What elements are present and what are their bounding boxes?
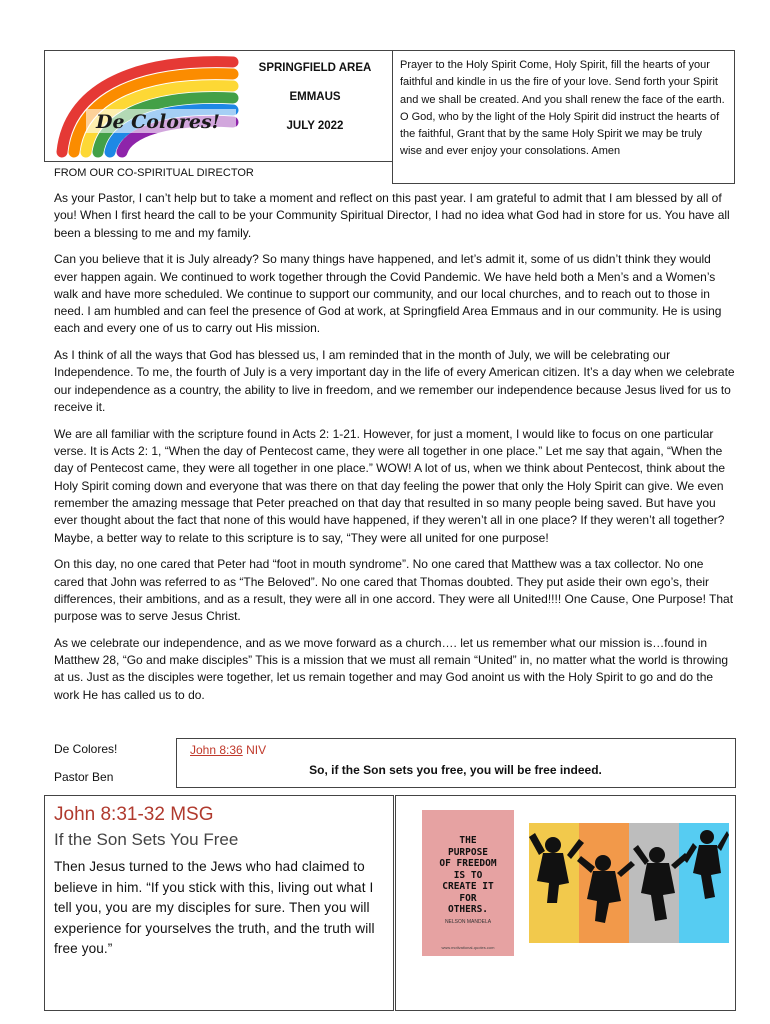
msg-subtitle: If the Son Sets You Free [54,830,239,849]
closing-salutation: De Colores! [54,742,118,756]
verse-reference-link[interactable]: John 8:36 [190,743,243,757]
letter-body [54,190,736,713]
masthead [250,62,380,149]
poster-line: IS TO [453,869,483,881]
paragraph: As your Pastor, I can’t help but to take a moment and reflect on this past year. I am grateful to admit that I am blessed by all of you! When I first heard the call to be your Community Spiritual Director, I had no idea what God had in store for us. You have all been a blessing to me and my family. [54,191,730,240]
paragraph: As I think of all the ways that God has blessed us, I am reminded that in the month of July, we will be celebrating our Independence. To me, the fourth of July is a very important day in the life of every American citizen. It’s a day when we celebrate our independence as a country, the ability to live in freedom, and we remember our independence because Jesus lived for us to receive it. [54,348,735,415]
paragraph: As we celebrate our independence, and as we move forward as a church…. let us remember what our mission is…found in Matthew 28, “Go and make disciples” This is a mission that we must all remain “United” in, no matter what the world is throwing at us. Just as the disciples were together, let us remain together and may God anoint us with the Holy Spirit to go and do the work He has called us to do. [54,635,729,702]
prayer-text: Prayer to the Holy Spirit Come, Holy Spirit, fill the hearts of your faithful and kindle in us the fire of your love. Send forth your Spirit and we shall be created. And you shall renew the face of the earth. O God, who by the light of the Holy Spirit did instruct the hearts of the faithful, Grant that by the same Holy Spirit we may be truly wise and ever enjoy your consolations. Amen [400,59,725,158]
verse-reference [190,743,266,757]
org-line-2: EMMAUS [289,91,341,103]
paragraph: We are all familiar with the scripture found in Acts 2: 1-21. However, for just a moment, I would like to focus on one particular verse. It is Acts 2: 1, “When the day of Pentecost came, they were all together in one place.” Let me say that again, “When the day of Pentecost came, they were all together in one place.” WOW! A lot of us, when we think about Pentecost, think about the Holy Spirit coming down and everyone that was there on that day feeling the power that only the Holy Spirit can give. We even remember the amazing message that Peter preached on that day that resulted in so many people being saved. But have you ever thought about the fact that none of this would have happened, if they weren’t all in one place? If they weren’t all together? Maybe, a better way to relate to this scripture is to say, “They were all united for one purpose! [54,426,726,545]
prayer-box [392,50,735,184]
jumping-people-illustration [529,823,729,943]
verse-translation: NIV [246,743,267,757]
closing-signature: Pastor Ben [54,770,114,784]
poster-footer: www.motivational-quotes.com [441,945,495,950]
poster-line: PURPOSE [447,846,489,858]
verse-text: So, if the Son sets you free, you will be free indeed. [309,763,602,777]
logo-text: De Colores! [96,111,221,133]
org-line-1: SPRINGFIELD AREA [258,62,372,74]
poster-quote [422,835,514,916]
paragraph: Can you believe that it is July already? So many things have happened, and let’s admit it, some of us didn’t think they would ever happen again. We continued to work together through the Covid Pandemic. We have held both a Men’s and a Women’s walk and have more scheduled. We continue to support our community, and our local churches, and to reach out to those in need. I am humbled and can feel the presence of God at work, at Springfield Area Emmaus and in our community. He is using each and every one of us to carry out His mission. [54,252,722,336]
poster-author: NELSON MANDELA [444,918,492,925]
image-box [395,795,736,1011]
msg-box [44,795,394,1011]
msg-text: Then Jesus turned to the Jews who had claimed to believe in him. “If you stick with this, living out what I tell you, you are my disciples for sure. Then you will experience for yourselves the truth, and the truth will free you.” [54,859,375,957]
section-label: FROM OUR CO-SPIRITUAL DIRECTOR [54,167,254,179]
msg-title: John 8:31-32 MSG [54,804,214,825]
poster-line: CREATE IT [442,881,494,892]
poster-line: OF FREEDOM [439,858,497,869]
freedom-poster [422,810,514,956]
verse-box [176,738,736,788]
rainbow-logo [48,52,248,160]
poster-line: FOR [459,892,477,904]
issue-date: JULY 2022 [286,120,344,132]
paragraph: On this day, no one cared that Peter had “foot in mouth syndrome”. No one cared that Matthew was a tax collector. No one cared that John was referred to as “The Beloved”. No one cared that Thomas doubted. They put aside their own ego’s, their differences, their ambitions, and as a result, they were all in one accord. They were all United!!!! One Cause, One Purpose! That purpose was to serve Jesus Christ. [54,557,734,624]
poster-line: THE [459,835,477,846]
poster-line: OTHERS. [447,904,489,915]
